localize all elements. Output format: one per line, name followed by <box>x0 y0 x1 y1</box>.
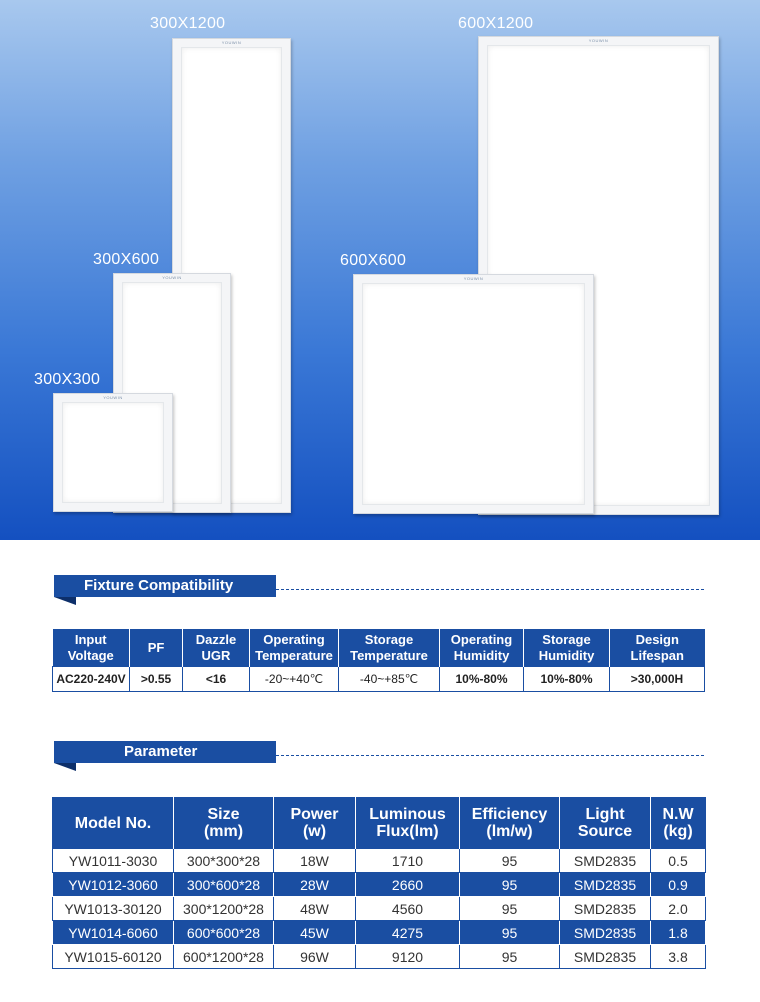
table-cell: 4560 <box>356 897 460 921</box>
table-cell: 600*1200*28 <box>174 945 274 969</box>
panel-size-label: 600X1200 <box>458 15 534 32</box>
table-cell: <16 <box>183 667 250 692</box>
table-cell: 95 <box>460 897 560 921</box>
table-cell: 10%-80% <box>440 667 524 692</box>
table-cell: -20~+40℃ <box>250 667 339 692</box>
table-row <box>53 945 706 969</box>
table-cell: 95 <box>460 849 560 873</box>
header-cell: Design Lifespan <box>610 629 705 667</box>
table-cell: YW1011-3030 <box>53 849 174 873</box>
table-row <box>53 667 705 692</box>
panel-size-label: 600X600 <box>340 252 407 269</box>
table-cell: 0.5 <box>651 849 706 873</box>
panel-300x300 <box>53 393 173 512</box>
header-cell: Size (mm) <box>174 798 274 849</box>
header-cell: Operating Humidity <box>440 629 524 667</box>
ribbon-fold <box>54 763 76 771</box>
header-cell: Model No. <box>53 798 174 849</box>
header-cell: Storage Humidity <box>524 629 610 667</box>
table-cell: 48W <box>274 897 356 921</box>
header-cell: Light Source <box>560 798 651 849</box>
table-cell: SMD2835 <box>560 873 651 897</box>
panel-size-label: 300X600 <box>93 251 160 268</box>
table-row <box>53 921 706 945</box>
header-cell: N.W (kg) <box>651 798 706 849</box>
brand-logo: YOUWIN <box>463 276 484 281</box>
header-cell: Dazzle UGR <box>183 629 250 667</box>
table-cell: 300*1200*28 <box>174 897 274 921</box>
ribbon-fold <box>54 597 76 605</box>
table-cell: 10%-80% <box>524 667 610 692</box>
table-cell: SMD2835 <box>560 921 651 945</box>
table-cell: AC220-240V <box>53 667 130 692</box>
table-header-row <box>53 629 705 667</box>
table-cell: 0.9 <box>651 873 706 897</box>
table-cell: 95 <box>460 921 560 945</box>
table-cell: 18W <box>274 849 356 873</box>
table-cell: SMD2835 <box>560 897 651 921</box>
table-cell: >30,000H <box>610 667 705 692</box>
table-cell: YW1012-3060 <box>53 873 174 897</box>
header-cell: Operating Temperature <box>250 629 339 667</box>
table-cell: 4275 <box>356 921 460 945</box>
table-cell: 2660 <box>356 873 460 897</box>
table-row <box>53 897 706 921</box>
header-cell: Storage Temperature <box>339 629 440 667</box>
table-cell: -40~+85℃ <box>339 667 440 692</box>
table-header-row <box>53 798 706 849</box>
compatibility-table <box>52 629 705 692</box>
table-row <box>53 849 706 873</box>
panel-size-label: 300X300 <box>34 371 101 388</box>
header-cell: Efficiency (lm/w) <box>460 798 560 849</box>
header-cell: PF <box>130 629 183 667</box>
brand-logo: YOUWIN <box>103 395 123 400</box>
brand-logo: YOUWIN <box>588 38 609 43</box>
table-cell: 3.8 <box>651 945 706 969</box>
table-cell: SMD2835 <box>560 945 651 969</box>
panel-600x600 <box>353 274 594 514</box>
brand-logo: YOUWIN <box>162 275 182 280</box>
table-cell: 300*600*28 <box>174 873 274 897</box>
table-row <box>53 873 706 897</box>
table-cell: 45W <box>274 921 356 945</box>
table-cell: 28W <box>274 873 356 897</box>
section-title: Parameter <box>124 743 198 760</box>
table-cell: 300*300*28 <box>174 849 274 873</box>
table-cell: 600*600*28 <box>174 921 274 945</box>
table-cell: YW1013-30120 <box>53 897 174 921</box>
table-cell: >0.55 <box>130 667 183 692</box>
brand-logo: YOUWIN <box>221 40 242 45</box>
dashed-divider <box>276 755 704 756</box>
header-cell: Power (w) <box>274 798 356 849</box>
header-cell: Input Voltage <box>53 629 130 667</box>
table-cell: YW1015-60120 <box>53 945 174 969</box>
parameter-table <box>52 797 706 969</box>
table-cell: YW1014-6060 <box>53 921 174 945</box>
table-cell: 95 <box>460 873 560 897</box>
table-cell: SMD2835 <box>560 849 651 873</box>
table-cell: 2.0 <box>651 897 706 921</box>
table-cell: 96W <box>274 945 356 969</box>
table-cell: 9120 <box>356 945 460 969</box>
panel-size-label: 300X1200 <box>150 15 226 32</box>
header-cell: Luminous Flux(lm) <box>356 798 460 849</box>
table-cell: 1.8 <box>651 921 706 945</box>
table-cell: 95 <box>460 945 560 969</box>
dashed-divider <box>276 589 704 590</box>
table-cell: 1710 <box>356 849 460 873</box>
section-title: Fixture Compatibility <box>84 577 234 594</box>
